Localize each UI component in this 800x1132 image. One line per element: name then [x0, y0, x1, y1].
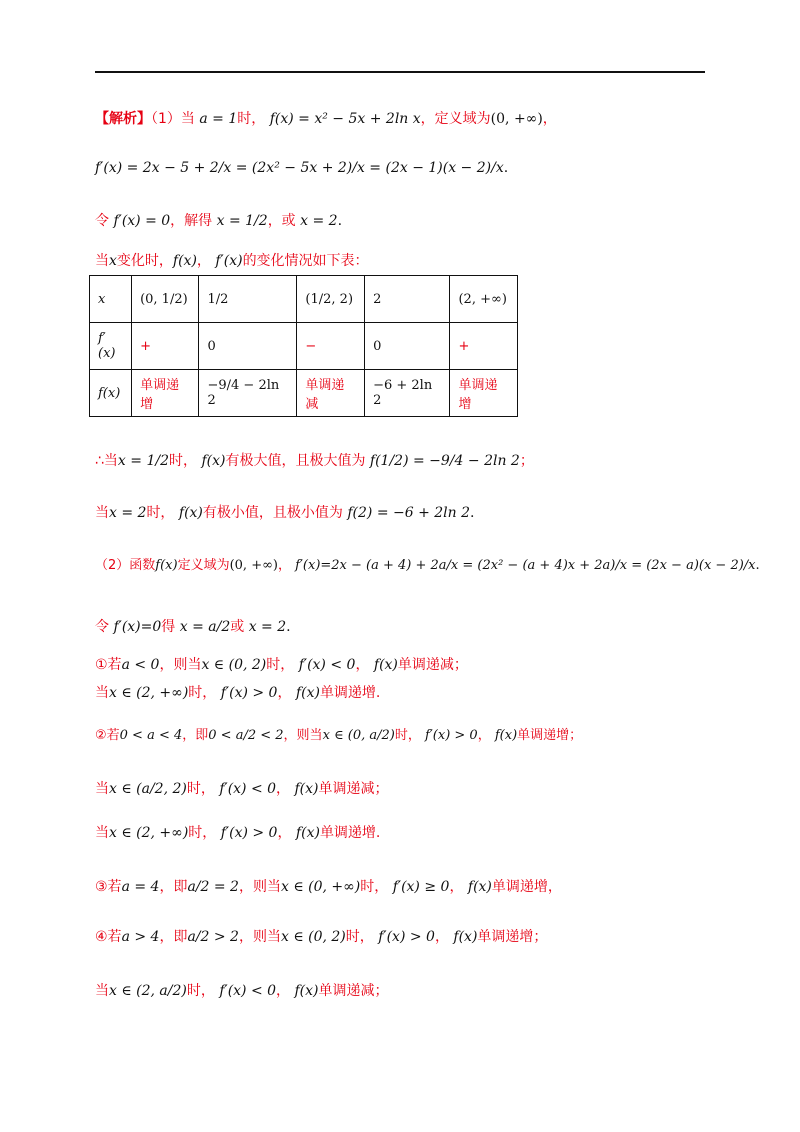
case2-line-a: ②若0 < a < 4，即0 < a/2 < 2，则当x ∈ (0, a/2)时， f′(x) > 0， f(x)单调递增；	[95, 728, 583, 743]
table-row: f′(x) + 0 − 0 +	[90, 323, 518, 370]
table-row: x (0, 1/2) 1/2 (1/2, 2) 2 (2, +∞)	[90, 276, 518, 323]
max-value: f(1/2) = −9/4 − 2ln 2	[369, 453, 520, 469]
table-intro-line: 当x变化时，f(x)， f′(x)的变化情况如下表：	[95, 253, 369, 269]
condition: a = 1	[199, 111, 238, 127]
case2-line-c: 当x ∈ (2, +∞)时， f′(x) > 0， f(x)单调递增.	[95, 825, 381, 841]
case1-line-a: ①若a < 0，则当x ∈ (0, 2)时， f′(x) < 0， f(x)单调递减；	[95, 657, 468, 673]
case1-line-b: 当x ∈ (2, +∞)时， f′(x) > 0， f(x)单调递增.	[95, 685, 381, 701]
min-value-line: 当x = 2时， f(x)有极小值，且极小值为 f(2) = −6 + 2ln 2.	[95, 505, 475, 521]
min-value: f(2) = −6 + 2ln 2	[347, 505, 471, 521]
critical-points-line: 令 f′(x) = 0，解得 x = 1/2，或 x = 2.	[95, 213, 343, 229]
case2-line-b: 当x ∈ (a/2, 2)时， f′(x) < 0， f(x)单调递减；	[95, 781, 389, 797]
header-rule	[95, 71, 705, 73]
analysis-tag: 【解析】	[95, 111, 151, 127]
part2-line: （2）函数f(x)定义域为(0, +∞)， f′(x)=2x − (a + 4) + 2a/x = (2x² − (a + 4)x + 2a)/x = (2x − a)(x − 2)/x.	[95, 558, 760, 573]
domain: (0, +∞)	[490, 111, 543, 127]
case4-line-b: 当x ∈ (2, a/2)时， f′(x) < 0， f(x)单调递减；	[95, 983, 389, 999]
part1-line: 【解析】（1）当 a = 1时， f(x) = x² − 5x + 2ln x，定义域为(0, +∞)，	[95, 111, 557, 127]
case3-line: ③若a = 4，即a/2 = 2，则当x ∈ (0, +∞)时， f′(x) ≥ 0， f(x)单调递增，	[95, 879, 562, 895]
function-definition: f(x) = x² − 5x + 2ln x	[269, 111, 421, 127]
derivative-2: f′(x)=2x − (a + 4) + 2a/x = (2x² − (a + 4)x + 2a)/x = (2x − a)(x − 2)/x	[295, 558, 756, 573]
max-value-line: ∴当x = 1/2时， f(x)有极大值，且极大值为 f(1/2) = −9/4 − 2ln 2；	[95, 453, 534, 469]
critical-points-2-line: 令 f′(x)=0得 x = a/2或 x = 2.	[95, 619, 291, 635]
case4-line-a: ④若a > 4，即a/2 > 2，则当x ∈ (0, 2)时， f′(x) > 0， f(x)单调递增；	[95, 929, 548, 945]
variation-table	[89, 275, 518, 417]
derivative-line: f′(x) = 2x − 5 + 2/x = (2x² − 5x + 2)/x = (2x − 1)(x − 2)/x.	[95, 160, 509, 176]
table-row: f(x) 单调递增 −9/4 − 2ln 2 单调递减 −6 + 2ln 2 单调递增	[90, 370, 518, 417]
derivative: f′(x) = 2x − 5 + 2/x = (2x² − 5x + 2)/x = (2x − 1)(x − 2)/x	[95, 160, 504, 176]
